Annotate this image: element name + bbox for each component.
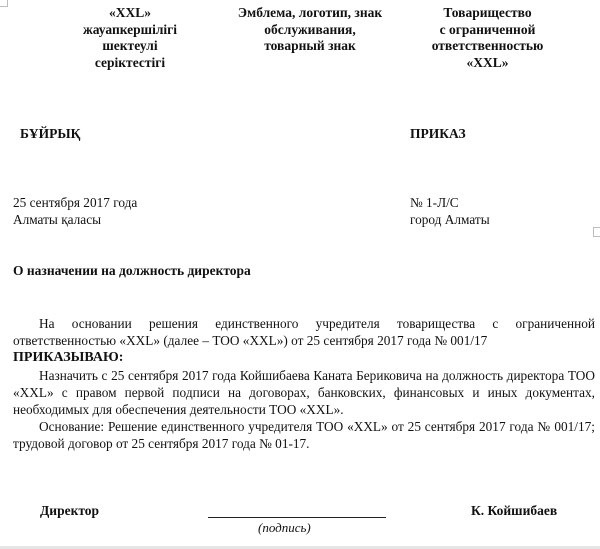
header-line: товарный знак (264, 38, 356, 53)
city-kazakh: Алматы қаласы (13, 212, 102, 227)
title-kazakh: БҰЙРЫҚ (20, 126, 81, 141)
header-kazakh-org (55, 5, 205, 71)
page-corner-marker (0, 0, 8, 7)
header-emblem-placeholder (225, 5, 395, 55)
header-line: обслуживания, (264, 21, 356, 37)
city-russian: город Алматы (410, 212, 490, 227)
signatory-name: К. Койшибаев (471, 503, 558, 518)
title-russian: ПРИКАЗ (410, 126, 466, 141)
order-directive: ПРИКАЗЫВАЮ: (13, 350, 124, 366)
page-margin-marker (593, 227, 600, 237)
order-date: 25 сентября 2017 года (13, 195, 138, 210)
signature-caption: (подпись) (258, 520, 311, 535)
header-line: Эмблема, логотип, знак (237, 5, 383, 20)
meta-right (410, 194, 490, 228)
header-line: Товарищество (443, 5, 532, 20)
header-russian-org (400, 5, 575, 71)
basis-paragraph: Основание: Решение единственного учредителя ТОО «XXL» от 25 сентября 2017 года № 001/17; трудовой договор от 25 сентября 2017 года № 01-17. (13, 419, 595, 452)
appointment-paragraph: Назначить с 25 сентября 2017 года Койшибаева Каната Бериковича на должность директора ТОО «XXL» с правом первой подписи на договорах, банковских, финансовых и иных документах, необходимых для обеспечения деятельности ТОО «XXL». (13, 367, 595, 418)
preamble-paragraph: На основании решения единственного учредителя товарищества с ограниченной ответственностью «XXL» (далее – ТОО «XXL») от 25 сентября 2017 года № 001/17 (13, 316, 595, 349)
order-subject: О назначении на должность директора (13, 263, 251, 278)
order-body (13, 315, 595, 453)
header-line: шектеулі (102, 38, 158, 53)
header-line: жауапкершілігі (82, 21, 178, 37)
header-line: ответственностью (431, 38, 544, 53)
signatory-role: Директор (40, 503, 100, 518)
meta-left (13, 194, 137, 228)
order-number: № 1-Л/С (410, 195, 459, 210)
header-line: с ограниченной (439, 21, 536, 37)
header-line: «XXL» (466, 54, 509, 70)
signature-line (208, 517, 386, 518)
header-line: серіктестігі (94, 54, 166, 70)
header-line: «XXL» (108, 5, 151, 20)
